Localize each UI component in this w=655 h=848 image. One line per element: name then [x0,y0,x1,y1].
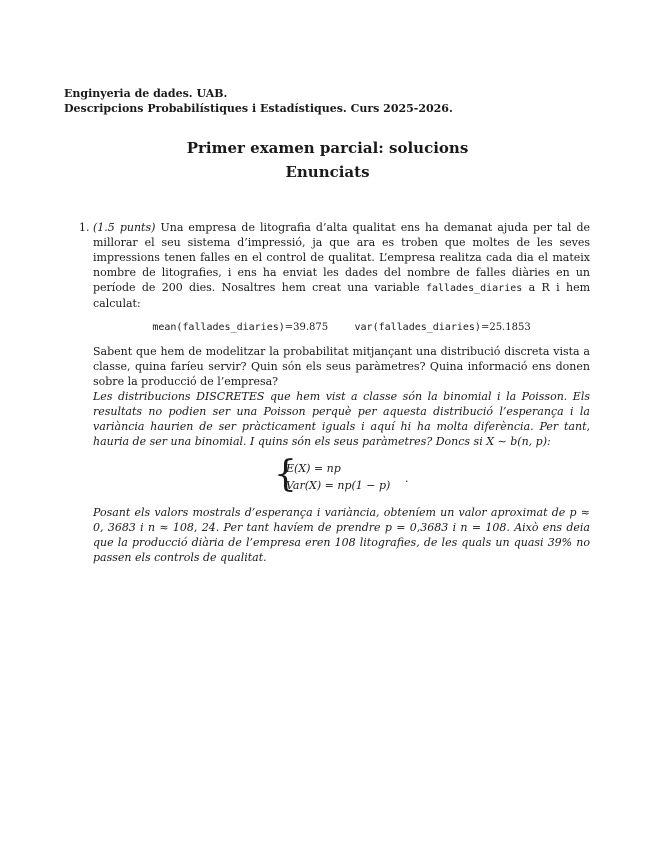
header-line-2: Descripcions Probabilístiques i Estadístiques. Curs 2025-2026. [64,102,453,115]
problem-points: (1.5 punts) [93,221,156,234]
equation-system [93,454,590,497]
page-subtitle: Enunciats [285,163,370,181]
expectation-equation: E(X) = np [286,462,341,475]
variable-name: fallades_diaries [425,283,523,294]
problem-question: Sabent que hem de modelitzar la probabilitat mitjançant una distribució discreta vista a classe, quina faríeu servir? Quin són els seus paràmetres? Quina informació ens donen sobre la producció de l’empresa? [93,345,590,388]
page-title: Primer examen parcial: solucions [186,139,469,157]
variance-equation: Var(X) = np(1 − p) [286,479,391,492]
solution-paragraph-1: Les distribucions DISCRETES que hem vist a classe són la binomial i la Poisson. Els resultats no podien ser una Poisson perquè per aquesta distribució l’esperança i la variància haurien de ser pràcticament iguals i aquí hi ha molta diferència. Per tant, hauria de ser una binomial. I quins són els seus paràmetres? Doncs si X ∼ b(n, p): [93,390,590,448]
computed-statistics [93,320,590,335]
statement-text-a: Una empresa de litografia d’alta qualitat ens ha demanat ajuda per tal de millorar el seu sistema d’impressió, ja que ara es troben que moltes de les seves impressions tenen falles en el control de qualitat. L’empresa realitza cada dia el mateix nombre de litografies, i ens ha enviat les dades del nombre de falles diàries en un període de 200 dies. Nosaltres hem creat una variable [93,221,591,294]
var-call: var(fallades_diaries) [354,322,481,333]
mean-value: =39.875 [284,322,329,333]
equation-period: . [405,472,409,485]
header-line-1: Enginyeria de dades. UAB. [64,87,228,100]
document-header [64,86,453,116]
solution-paragraph-2: Posant els valors mostrals d’esperança i variància, obteníem un valor aproximat de p ≈ 0, 3683 i n ≈ 108, 24. Per tant havíem de prendre p = 0,3683 i n = 108. Això ens deia que la producció diària de l’empresa eren 108 litografies, de les quals un quasi 39% no passen els controls de qualitat. [93,506,590,564]
var-value: =25.1853 [480,322,531,333]
mean-call: mean(fallades_diaries) [152,322,285,333]
problem-number: 1. [79,221,90,234]
left-brace-icon: { [274,454,297,495]
statement-text-b: a R i hem calculat: [93,281,591,310]
problem-1 [64,220,590,565]
problem-statement [93,220,590,311]
